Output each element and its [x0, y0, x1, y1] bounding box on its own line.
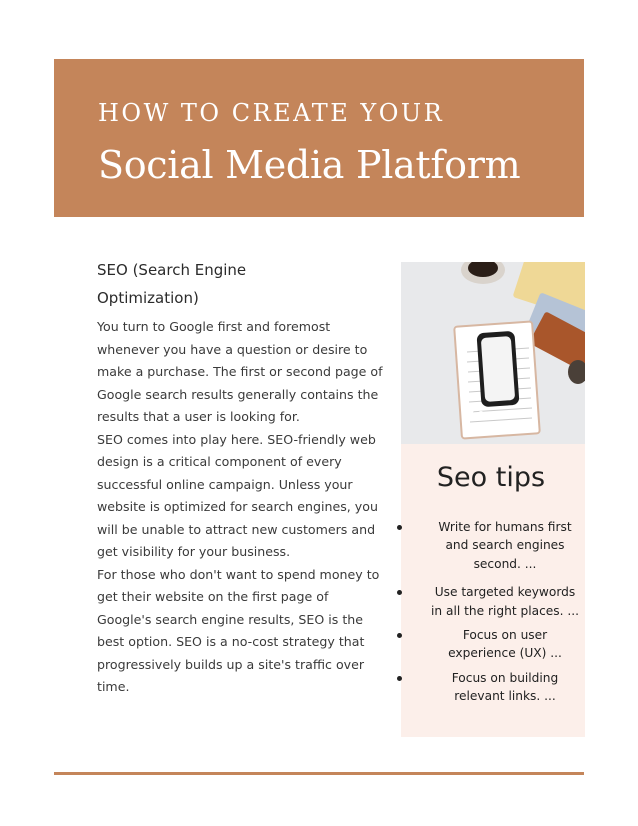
article	[97, 256, 383, 699]
desk-photo-illustration	[401, 262, 585, 444]
bullet-icon	[397, 525, 402, 530]
page-title: Social Media Platform	[98, 143, 521, 187]
bullet-icon	[397, 633, 402, 638]
desk-photo	[401, 262, 585, 444]
article-paragraph-1: You turn to Google first and foremost whenever you have a question or desire to make a purchase. The first or second page of Google search results generally contains the results that a user is looking for.	[97, 319, 383, 424]
bullet-icon	[397, 590, 402, 595]
seo-tip-text: Focus on building relevant links. ...	[451, 670, 559, 704]
seo-tip-item	[401, 626, 585, 663]
article-paragraph-3: For those who don't want to spend money to get their website on the first page of Google's search engine results, SEO is the best option. SEO is a no-cost strategy that progressively builds up a site's traffic over time.	[97, 566, 380, 694]
seo-tip-text: Write for humans first and search engines second. ...	[438, 520, 572, 571]
banner-kicker: HOW TO CREATE YOUR	[98, 99, 445, 127]
seo-tip-item	[401, 583, 585, 620]
seo-tip-item	[401, 669, 585, 706]
seo-tip-text: Focus on user experience (UX) ...	[448, 628, 562, 661]
seo-tips-list	[401, 518, 585, 706]
article-paragraph-2: SEO comes into play here. SEO-friendly web design is a critical component of every successful online campaign. Unless your website is optimized for search engines, you will be unable to attract new customers and get visibility for your business.	[97, 431, 378, 559]
seo-tips-title: Seo tips	[436, 462, 546, 493]
seo-tip-item	[401, 518, 585, 573]
bullet-icon	[397, 676, 402, 681]
seo-tip-text: Use targeted keywords in all the right places. ...	[431, 585, 579, 618]
footer-divider	[54, 772, 584, 775]
article-heading: SEO (Search Engine Optimization)	[97, 261, 247, 307]
seo-tips-panel	[401, 444, 585, 737]
header-banner	[54, 59, 584, 217]
